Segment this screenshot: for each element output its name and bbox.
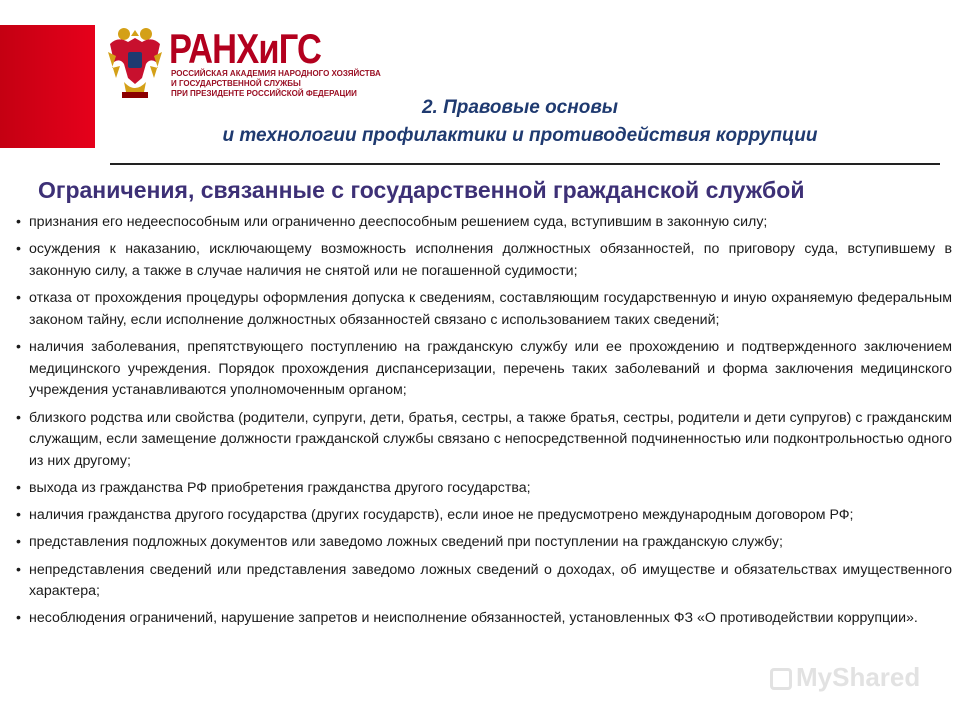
list-item: • выхода из гражданства РФ приобретения гражданства другого государства; [16, 478, 952, 500]
header-divider [110, 163, 940, 165]
ranepa-logo [106, 22, 381, 102]
list-item: • осуждения к наказанию, исключающему возможность исполнения должностных обязанностей, по приговору суда, вступившему в законную силу, а также в случае наличия не снятой или не погашенной судимости; [16, 239, 952, 283]
slide-heading: Ограничения, связанные с государственной гражданской службой [38, 177, 805, 203]
list-item: • близкого родства или свойства (родители, супруги, дети, братья, сестры, а также братья, сестры, родители и дети супругов) с гражданским служащим, если замещение должности гражданской службы связано с непосредственной подчиненностью или подконтрольностью одного из них другому; [16, 408, 952, 473]
list-item: • наличия заболевания, препятствующего поступлению на гражданскую службу или ее прохождению и подтвержденного заключением медицинского учреждения. Порядок прохождения диспансеризации, перечень таких заболеваний и форма заключения медицинского учреждения устанавливаются уполномоченным органом; [16, 337, 952, 402]
section-title-line: и технологии профилактики и противодействия коррупции [222, 125, 818, 146]
restrictions-list [16, 212, 952, 636]
watermark [770, 662, 920, 693]
brand-red-bar [0, 25, 95, 148]
list-item: • признания его недееспособным или ограниченно дееспособным решением суда, вступившим в законную силу; [16, 212, 952, 234]
list-item: • непредставления сведений или представления заведомо ложных сведений о доходах, об имуществе и обязательствах имущественного характера; [16, 560, 952, 604]
section-title-line: 2. Правовые основы [421, 97, 619, 118]
logo-name: РАНХиГС [169, 25, 322, 72]
logo-subtitle-line: И ГОСУДАРСТВЕННОЙ СЛУЖБЫ [171, 79, 301, 88]
section-title [110, 94, 930, 150]
list-item: • наличия гражданства другого государства (других государств), если иное не предусмотрено международным договором РФ; [16, 505, 952, 527]
list-item: • отказа от прохождения процедуры оформления допуска к сведениям, составляющим государственную и иную охраняемую федеральным законом тайну, если исполнение должностных обязанностей связано с использованием таких сведений; [16, 288, 952, 332]
double-headed-eagle-emblem [106, 22, 164, 102]
list-item: • представления подложных документов или заведомо ложных сведений при поступлении на гражданскую службу; [16, 532, 952, 554]
watermark-icon [770, 668, 792, 690]
logo-subtitle-line: ПРИ ПРЕЗИДЕНТЕ РОССИЙСКОЙ ФЕДЕРАЦИИ [171, 89, 357, 98]
watermark-text: MyShared [796, 662, 921, 692]
logo-subtitle-line: РОССИЙСКАЯ АКАДЕМИЯ НАРОДНОГО ХОЗЯЙСТВА [171, 69, 381, 78]
list-item: • несоблюдения ограничений, нарушение запретов и неисполнение обязанностей, установленных ФЗ «О противодействии коррупции». [16, 608, 952, 630]
